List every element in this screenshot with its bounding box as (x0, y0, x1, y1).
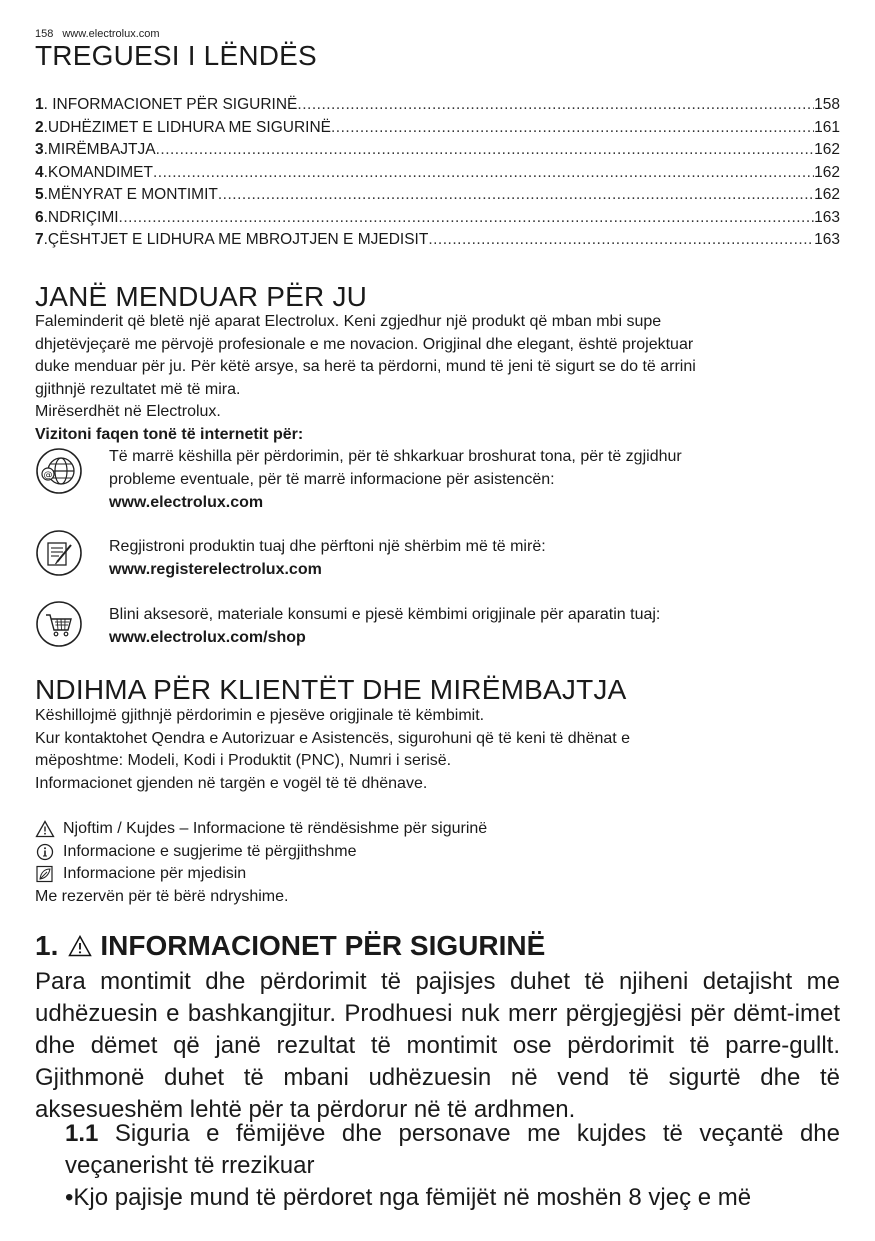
support-title: NDIHMA PËR KLIENTËT DHE MIRËMBAJTJA (35, 674, 627, 705)
toc-page: 163 (814, 208, 840, 226)
cart-icon (35, 600, 83, 648)
toc-item[interactable] (35, 209, 840, 232)
toc-leader (218, 186, 814, 204)
visit-label: Vizitoni faqen tonë të internetit për: (35, 425, 304, 443)
toc-label: .KOMANDIMET (43, 163, 153, 181)
toc-item[interactable] (35, 164, 840, 187)
section1-title (35, 930, 545, 962)
symbol-legend (35, 818, 487, 908)
globe-icon (35, 447, 83, 495)
toc-num: 4 (35, 163, 44, 181)
visit-text (109, 603, 829, 649)
electrolux-link[interactable]: www.electrolux.com (109, 494, 264, 511)
bullet-marker: • (65, 1184, 74, 1211)
legend-text: Njoftim / Kujdes – Informacione të rëndësishme për sigurinë (63, 820, 488, 837)
register-icon (35, 529, 83, 577)
toc-leader (331, 119, 814, 137)
toc-num: 6 (35, 208, 44, 226)
intro-line: dhjetëvjeçarë me përvojë profesionale e me novacion. Origjinal dhe elegant, është projektuar (35, 335, 694, 353)
visit-line: probleme eventuale, për të marrë informacione për asistencën: (109, 471, 555, 488)
toc-label: .MIRËMBAJTJA (43, 141, 156, 158)
toc-item[interactable] (35, 231, 840, 254)
intro-line: Mirëserdhët në Electrolux. (35, 403, 221, 420)
toc-page: 163 (814, 231, 840, 248)
warning-icon (68, 935, 92, 957)
visit-line: Regjistroni produktin tuaj dhe përftoni një shërbim më të mirë: (109, 538, 546, 555)
subsection-number: 1.1 (65, 1120, 99, 1147)
visit-text (109, 535, 829, 581)
subsection-title: Siguria e fëmijëve dhe personave me kujdes të veçantë dhe veçanerisht të rrezikuar (65, 1120, 840, 1179)
toc-title: TREGUESI I LËNDËS (35, 40, 317, 71)
toc-leader (153, 164, 814, 182)
page-number: 158 (35, 28, 54, 40)
legend-item (35, 841, 487, 864)
legend-text: Informacione për mjedisin (63, 865, 247, 882)
section1-heading: INFORMACIONET PËR SIGURINË (100, 930, 546, 961)
toc-item[interactable] (35, 141, 840, 164)
register-link[interactable]: www.registerelectrolux.com (109, 561, 322, 578)
intro-line: gjithnjë rezultatet më të mira. (35, 380, 241, 398)
support-text (35, 705, 825, 795)
support-line: Këshillojmë gjithnjë përdorimin e pjesëve origjinale të këmbimit. (35, 707, 485, 724)
intro-line: Faleminderit që bletë një aparat Electrolux. Keni zgjedhur një produkt që mban mbi supe (35, 313, 662, 330)
leaf-icon (35, 865, 55, 883)
toc-item[interactable] (35, 119, 840, 142)
legend-footer: Me rezervën për të bërë ndryshime. (35, 887, 289, 905)
intro-line: duke menduar për ju. Për këtë arsye, sa herë ta përdorni, mund të jeni të sigurt se do të arrini (35, 358, 696, 375)
toc-label: .UDHËZIMET E LIDHURA ME SIGURINË (43, 118, 331, 136)
warning-icon (35, 820, 55, 838)
support-line: mëposhtme: Modeli, Kodi i Produktit (PNC), Numri i serisë. (35, 752, 452, 769)
toc-leader (119, 209, 815, 227)
visit-text (109, 445, 829, 514)
toc-leader (297, 96, 814, 114)
thinking-intro (35, 311, 825, 446)
toc-label: .ÇËSHTJET E LIDHURA ME MBROJTJEN E MJEDISIT (43, 231, 429, 248)
svg-text:@: @ (43, 470, 53, 481)
toc-label: .NDRIÇIMI (43, 208, 119, 226)
section1-number: 1. (35, 930, 59, 961)
bullet-text: Kjo pajisje mund të përdoret nga fëmijët në moshën 8 vjeç e më (73, 1184, 752, 1211)
page-header (35, 28, 160, 40)
toc-num: 5 (35, 186, 44, 203)
bullet-item (65, 1182, 840, 1214)
toc-leader (428, 231, 814, 249)
toc-item[interactable] (35, 96, 840, 119)
info-icon (35, 843, 55, 861)
visit-line: Blini aksesorë, materiale konsumi e pjesë këmbimi origjinale për aparatin tuaj: (109, 606, 661, 623)
toc-page: 161 (814, 118, 840, 136)
visit-line: Të marrë këshilla për përdorimin, për të shkarkuar broshurat tona, për të zgjidhur (109, 448, 682, 465)
header-url: www.electrolux.com (62, 28, 160, 40)
toc-label: . INFORMACIONET PËR SIGURINË (43, 96, 298, 113)
shop-link[interactable]: www.electrolux.com/shop (109, 629, 306, 646)
toc-page: 158 (814, 96, 840, 113)
toc-num: 7 (35, 231, 44, 248)
support-line: Informacionet gjenden në targën e vogël të të dhënave. (35, 774, 428, 792)
support-line: Kur kontaktohet Qendra e Autorizuar e Asistencës, sigurohuni që të keni të dhënat e (35, 729, 631, 747)
toc-page: 162 (814, 186, 840, 203)
toc-num: 1 (35, 96, 44, 113)
toc-num: 3 (35, 141, 44, 158)
toc-page: 162 (814, 163, 840, 181)
table-of-contents (35, 96, 840, 254)
thinking-title: JANË MENDUAR PËR JU (35, 281, 368, 312)
toc-label: .MËNYRAT E MONTIMIT (43, 186, 218, 203)
toc-page: 162 (814, 141, 840, 158)
toc-num: 2 (35, 118, 44, 136)
toc-item[interactable] (35, 186, 840, 209)
section1-paragraph: Para montimit dhe përdorimit të pajisjes duhet të njiheni detajisht me udhëzuesin e bashkangjitur. Prodhuesi nuk merr përgjegjësi për dëmt-imet dhe dëmet që janë rezultat të montimit ose përdorimit të parre-gullt. Gjithmonë duhet të mbani udhëzuesin në vend të sigurtë dhe të aksesueshëm lehtë për ta përdorur në të ardhmen. (35, 968, 840, 1123)
legend-item (35, 863, 487, 886)
legend-text: Informacione e sugjerime të përgjithshme (63, 842, 357, 860)
subsection-1-1 (65, 1118, 840, 1182)
legend-item (35, 818, 487, 841)
toc-leader (156, 141, 815, 159)
